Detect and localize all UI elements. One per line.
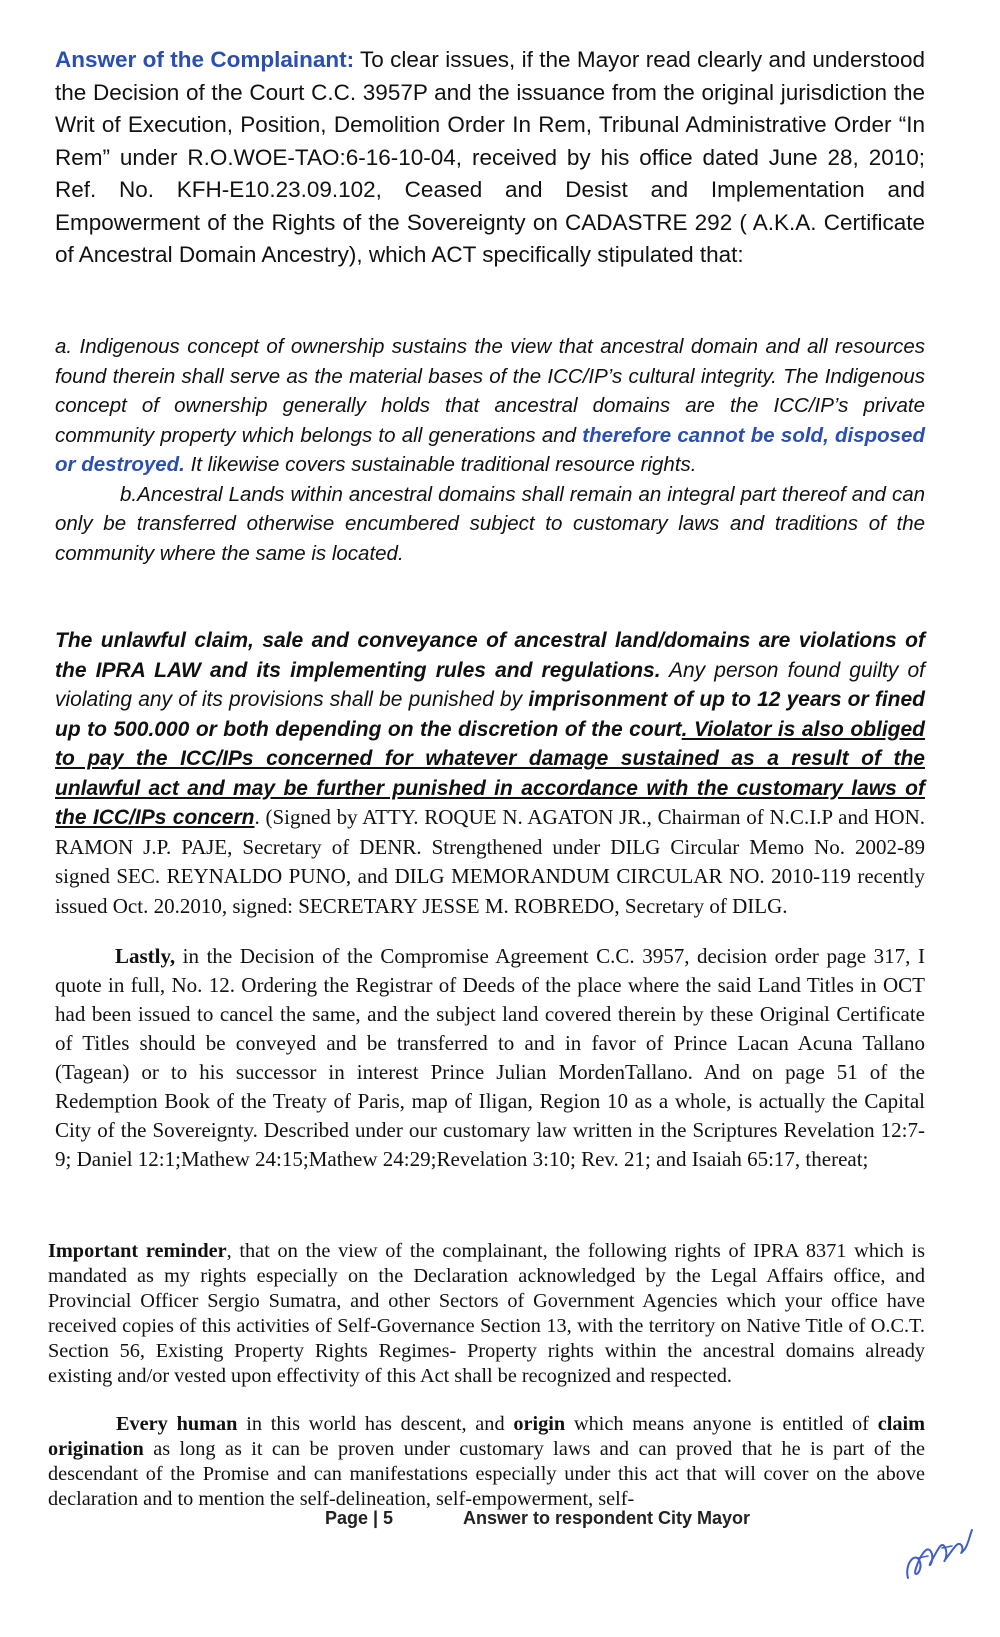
handwritten-signature (898, 1520, 978, 1590)
footer-title: Answer to respondent City Mayor (463, 1508, 751, 1528)
stipulation-list (55, 332, 925, 568)
violations-bold-statement: The unlawful claim, sale and conveyance of ancestral land/domains are violations of the IPRA LAW and its implementing rules and regulations. (55, 629, 925, 682)
violations-paragraph (55, 626, 925, 921)
violations-text: Any person found guilty of violating any of its provisions shall be punished by (55, 658, 925, 711)
answer-paragraph (55, 44, 925, 272)
important-reminder-paragraph (48, 1239, 925, 1389)
violations-obligation: . Violator is also obliged to pay the ICC/IPs concerned for whatever damage sustained as a result of the unlawful act and may be further punished in accordance with the customary laws of the ICC/IPs concern (55, 717, 926, 829)
page-number: Page | 5 (325, 1508, 394, 1528)
lastly-text: in the Decision of the Compromise Agreement C.C. 3957, decision order page 317, I quote in full, No. 12. Ordering the Registrar of Deeds of the place where the said Land Titles in OCT had been issued to cancel the same, and the subject land covered therein by these Original Certificate of Titles should be conveyed and be transferred to and in favor of Prince Lacan Acuna Tallano (Tagean) or to his successor in interest Prince Julian MordenTallano. And on page 51 of the Redemption Book of the Treaty of Paris, map of Iligan, Region 10 as a whole, is actually the Capital City of the Sovereignty. Described under our customary law written in the Scriptures Revelation 12:7-9; Daniel 12:1;Mathew 24:15;Mathew 24:29;Revelation 3:10; Rev. 21; and Isaiah 65:17, thereat; (55, 944, 925, 1171)
every-human-paragraph (48, 1412, 925, 1512)
lastly-paragraph (55, 942, 925, 1174)
every-origin: origin (513, 1413, 566, 1435)
stipulation-a (55, 332, 925, 480)
every-lead: Every human (116, 1413, 238, 1435)
stipulation-a-emphasis: therefore cannot be sold, disposed or destroyed. (55, 423, 925, 476)
reminder-lead: Important reminder (48, 1240, 227, 1262)
every-text-2: which means anyone is entitled of (565, 1413, 878, 1435)
stipulation-a-text-2: It likewise covers sustainable traditional resource rights. (184, 453, 697, 476)
every-text-1: in this world has descent, and (237, 1413, 514, 1435)
answer-text: To clear issues, if the Mayor read clearly and understood the Decision of the Court C.C. 3957P and the issuance from the original jurisdiction the Writ of Execution, Position, Demolition Order In Rem, Tribunal Administrative Order “In Rem” under R.O.WOE-TAO:6-16-10-04, received by his office dated June 28, 2010; Ref. No. KFH-E10.23.09.102, Ceased and Desist and Implementation and Empowerment of the Rights of the Sovereignty on CADASTRE 292 ( A.K.A. Certificate of Ancestral Domain Ancestry), which ACT specifically stipulated that: (55, 47, 925, 267)
every-claim: claim origination (48, 1413, 926, 1460)
violations-signatories: . (Signed by ATTY. ROQUE N. AGATON JR., Chairman of N.C.I.P and HON. RAMON J.P. PAJE, Secretary of DENR. Strengthened under DILG Circular Memo No. 2002-89 signed SEC. REYNALDO PUNO, and DILG MEMORANDUM CIRCULAR NO. 2010-119 recently issued Oct. 20.2010, signed: SECRETARY JESSE M. ROBREDO, Secretary of DILG. (55, 805, 925, 918)
page-footer (0, 1508, 1000, 1538)
answer-heading: Answer of the Complainant: (55, 47, 355, 72)
stipulation-a-text-1: a. Indigenous concept of ownership sustains the view that ancestral domain and all resources found therein shall serve as the material bases of the ICC/IP’s cultural integrity. The Indigenous concept of ownership generally holds that ancestral domains are the ICC/IP’s private community property which belongs to all generations and (55, 335, 925, 447)
reminder-text: , that on the view of the complainant, the following rights of IPRA 8371 which is mandated as my rights especially on the Declaration acknowledged by the Legal Affairs office, and Provincial Officer Sergio Sumatra, and other Sectors of Government Agencies which your office have received copies of this activities of Self-Governance Section 13, with the territory on Native Title of O.C.T. Section 56, Existing Property Rights Regimes- Property rights within the ancestral domains already existing and/or vested upon effectivity of this Act shall be recognized and respected. (48, 1240, 925, 1387)
lastly-lead: Lastly, (115, 944, 176, 968)
stipulation-b: b.Ancestral Lands within ancestral domains shall remain an integral part thereof and can only be transferred otherwise encumbered subject to customary laws and traditions of the community where the same is located. (55, 482, 925, 565)
violations-penalty: imprisonment of up to 12 years or fined up to 500.000 or both depending on the discretion of the court (55, 688, 925, 741)
every-text-3: as long as it can be proven under customary laws and can proved that he is part of the descendant of the Promise and can manifestations especially under this act that will cover on the above declaration and to mention the self-delineation, self-empowerment, self- (48, 1438, 925, 1510)
